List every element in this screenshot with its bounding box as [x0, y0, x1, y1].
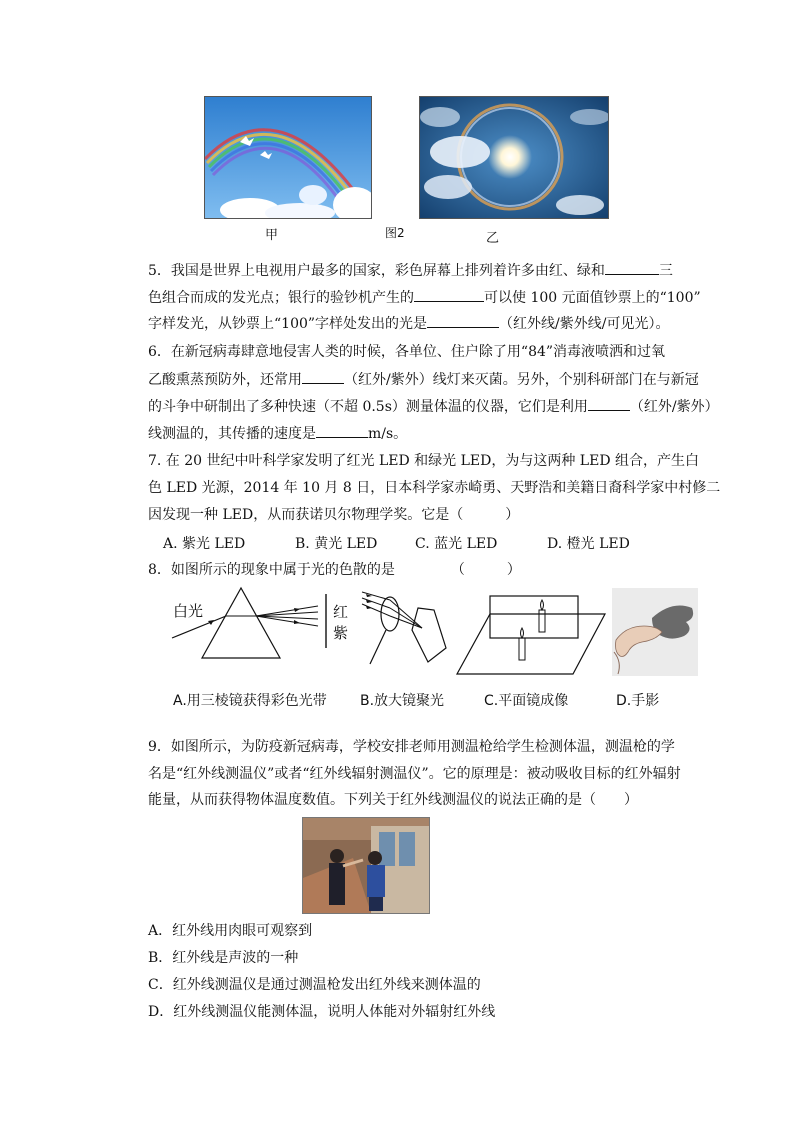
q7-option-b[interactable]: B. 黄光 LED: [295, 536, 378, 552]
q9-option-a[interactable]: A．红外线用肉眼可观察到: [148, 923, 313, 939]
figure-label-yi: 乙: [486, 231, 500, 246]
q6-text: （红外/紫外）线灯来灭菌。另外，个别科研部门在与新冠: [344, 372, 699, 388]
q6-line-2: [148, 369, 699, 390]
sun-halo-illustration: [420, 97, 608, 218]
figure-number-label: 图2: [385, 226, 405, 240]
q9-option-b[interactable]: B．红外线是声波的一种: [148, 950, 299, 966]
hand-shadow-illustration: [612, 588, 698, 676]
q5-line-1: [148, 260, 673, 281]
q9-line-2: 名是“红外线测温仪”或者“红外线辐射测温仪”。它的原理是：被动吸收目标的红外辐射: [148, 766, 681, 782]
temperature-check-photo: [302, 817, 430, 914]
halo-photo: [419, 96, 609, 219]
q6-text: m/s。: [368, 426, 408, 442]
answer-blank[interactable]: [427, 313, 499, 328]
q7-option-c[interactable]: C. 蓝光 LED: [415, 536, 498, 552]
prism-label-red: 红: [333, 603, 349, 621]
q6-line-3: [148, 396, 719, 417]
answer-blank[interactable]: [316, 423, 368, 438]
q5-text: 5．我国是世界上电视用户最多的国家，彩色屏幕上排列着许多由红、绿和: [148, 263, 605, 279]
hand-shadow-photo: [612, 588, 698, 676]
q7-option-d[interactable]: D. 橙光 LED: [547, 536, 630, 552]
q7-line-3: 因发现一种 LED，从而获诺贝尔物理学奖。它是（ ）: [148, 507, 520, 523]
q9-line-3: 能量，从而获得物体温度数值。下列关于红外线测温仪的说法正确的是（ ）: [148, 792, 638, 808]
prism-label-violet: 紫: [333, 624, 349, 642]
q7-line-1: 7. 在 20 世纪中叶科学家发明了红光 LED 和绿光 LED，为与这两种 LED 组合，产生白: [148, 453, 699, 469]
q9-option-c[interactable]: C．红外线测温仪是通过测温枪发出红外线来测体温的: [148, 977, 481, 993]
prism-dispersion-diagram: [168, 586, 358, 666]
figure-label-jia: 甲: [265, 228, 279, 243]
q6-text: 乙酸熏蒸预防外，还常用: [148, 372, 302, 388]
q8-stem-text: 8．如图所示的现象中属于光的色散的是: [148, 562, 395, 578]
rainbow-photo: [204, 96, 372, 219]
plane-mirror-diagram: [455, 592, 607, 678]
q8-stem: [148, 560, 521, 580]
answer-blank[interactable]: [588, 396, 630, 411]
q6-line-4: [148, 423, 407, 444]
q6-text: 线测温的，其传播的速度是: [148, 426, 316, 442]
q6-text: （红外/紫外）: [629, 399, 719, 415]
prism-label-white-light: 白光: [173, 602, 204, 620]
q5-text: 色组合而成的发光点；银行的验钞机产生的: [148, 290, 414, 306]
q7-line-2: 色 LED 光源，2014 年 10 月 8 日，日本科学家赤崎勇、天野浩和美籍日裔科学家中村修二: [148, 480, 721, 496]
q6-line-1: 6．在新冠病毒肆意地侵害人类的时候，各单位、住户除了用“84”消毒液喷洒和过氧: [148, 344, 666, 360]
answer-blank[interactable]: [414, 287, 484, 302]
q8-caption-b: B.放大镜聚光: [360, 693, 445, 709]
q8-caption-c: C.平面镜成像: [484, 693, 569, 709]
q5-text: （红外线/紫外线/可见光）。: [499, 316, 670, 332]
q8-caption-d: D.手影: [616, 693, 660, 709]
q9-line-1: 9．如图所示，为防疫新冠病毒，学校安排老师用测温枪给学生检测体温，测温枪的学: [148, 739, 675, 755]
answer-blank[interactable]: [302, 369, 344, 384]
q8-answer-paren: （ ）: [450, 562, 521, 578]
q5-text: 三: [658, 263, 673, 279]
q6-text: 的斗争中研制出了多种快速（不超 0.5s）测量体温的仪器，它们是利用: [148, 399, 588, 415]
q5-text: 可以使 100 元面值钞票上的“100”: [484, 290, 701, 306]
magnifier-diagram: [358, 586, 453, 676]
temperature-check-illustration: [303, 818, 429, 913]
q5-line-3: [148, 313, 669, 334]
q8-caption-a: A.用三棱镜获得彩色光带: [173, 693, 327, 709]
q9-option-d[interactable]: D．红外线测温仪能测体温，说明人体能对外辐射红外线: [148, 1004, 496, 1020]
q5-line-2: [148, 287, 701, 308]
rainbow-illustration: [205, 97, 371, 218]
q7-option-a[interactable]: A. 紫光 LED: [163, 536, 246, 552]
q5-text: 字样发光，从钞票上“100”字样处发出的光是: [148, 316, 428, 332]
answer-blank[interactable]: [605, 260, 659, 275]
